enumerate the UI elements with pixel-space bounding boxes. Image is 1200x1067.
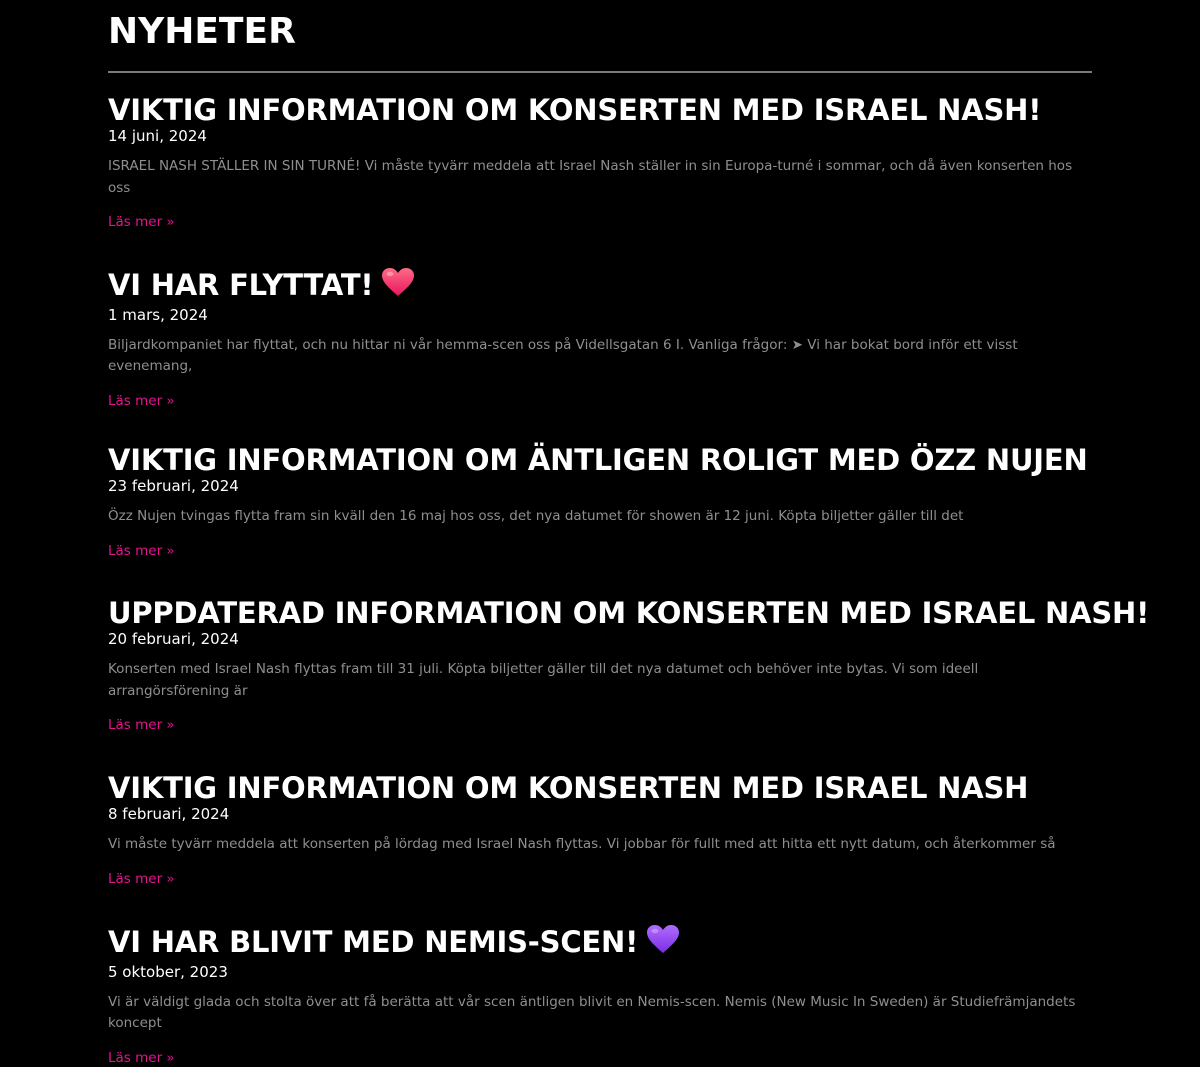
news-post <box>108 443 1092 560</box>
post-title-text[interactable]: UPPDATERAD INFORMATION OM KONSERTEN MED ISRAEL NASH! <box>108 596 1150 630</box>
post-excerpt: Biljardkompaniet har flyttat, och nu hittar ni vår hemma-scen oss på Videllsgatan 6 I. Vanliga frågor: ➤ Vi har bokat bord inför ett visst evenemang, <box>108 336 1018 374</box>
news-post <box>108 596 1150 734</box>
post-title-text[interactable]: VIKTIG INFORMATION OM KONSERTEN MED ISRAEL NASH <box>108 771 1029 805</box>
post-date: 20 februari, 2024 <box>108 630 239 648</box>
post-excerpt: ISRAEL NASH STÄLLER IN SIN TURNÉ! Vi måste tyvärr meddela att Israel Nash ställer in sin Europa-turné i sommar, och då även konserten hos oss <box>108 158 1073 196</box>
news-archive <box>108 0 1150 1066</box>
post-title[interactable] <box>108 925 1092 963</box>
post-date: 1 mars, 2024 <box>108 305 208 324</box>
red-heart-icon <box>381 267 415 304</box>
news-post <box>108 268 1092 410</box>
post-excerpt: Özz Nujen tvingas flytta fram sin kväll den 16 maj hos oss, det nya datumet för showen är 12 juni. Köpta biljetter gäller till det <box>108 508 964 524</box>
purple-heart-icon <box>646 924 680 961</box>
post-excerpt: Vi är väldigt glada och stolta över att få berätta att vår scen äntligen blivit en Nemis-scen. Nemis (New Music In Sweden) är Studiefrämjandets koncept <box>108 993 1076 1031</box>
read-more-link[interactable]: Läs mer » <box>108 717 175 733</box>
page-title: NYHETER <box>108 11 296 52</box>
post-title-text[interactable]: VIKTIG INFORMATION OM ÄNTLIGEN ROLIGT MED ÖZZ NUJEN <box>108 443 1088 477</box>
read-more-link[interactable]: Läs mer » <box>108 1049 175 1066</box>
read-more-link[interactable]: Läs mer » <box>108 542 175 559</box>
post-excerpt: Konserten med Israel Nash flyttas fram till 31 juli. Köpta biljetter gäller till det nya datumet och behöver inte bytas. Vi som ideell arrangörsförening är <box>108 661 979 699</box>
post-title[interactable] <box>108 596 1150 630</box>
post-title-text[interactable]: VI HAR FLYTTAT! <box>108 268 374 302</box>
post-date: 8 februari, 2024 <box>108 805 230 823</box>
title-divider <box>108 71 1092 73</box>
post-title[interactable] <box>108 443 1092 477</box>
news-post <box>108 93 1092 231</box>
post-title[interactable] <box>108 93 1092 127</box>
read-more-link[interactable]: Läs mer » <box>108 392 175 409</box>
read-more-link[interactable]: Läs mer » <box>108 870 175 887</box>
post-date: 5 oktober, 2023 <box>108 962 228 981</box>
post-excerpt: Vi måste tyvärr meddela att konserten på lördag med Israel Nash flyttas. Vi jobbar för fullt med att hitta ett nytt datum, och återkommer så <box>108 836 1056 852</box>
read-more-link[interactable]: Läs mer » <box>108 214 175 230</box>
post-title-text[interactable]: VI HAR BLIVIT MED NEMIS-SCEN! <box>108 925 639 959</box>
post-date: 14 juni, 2024 <box>108 127 207 145</box>
post-title[interactable] <box>108 771 1092 805</box>
post-title-text[interactable]: VIKTIG INFORMATION OM KONSERTEN MED ISRAEL NASH! <box>108 93 1042 127</box>
news-post <box>108 771 1092 888</box>
post-date: 23 februari, 2024 <box>108 477 239 495</box>
post-title[interactable] <box>108 268 1092 306</box>
news-post <box>108 925 1092 1067</box>
